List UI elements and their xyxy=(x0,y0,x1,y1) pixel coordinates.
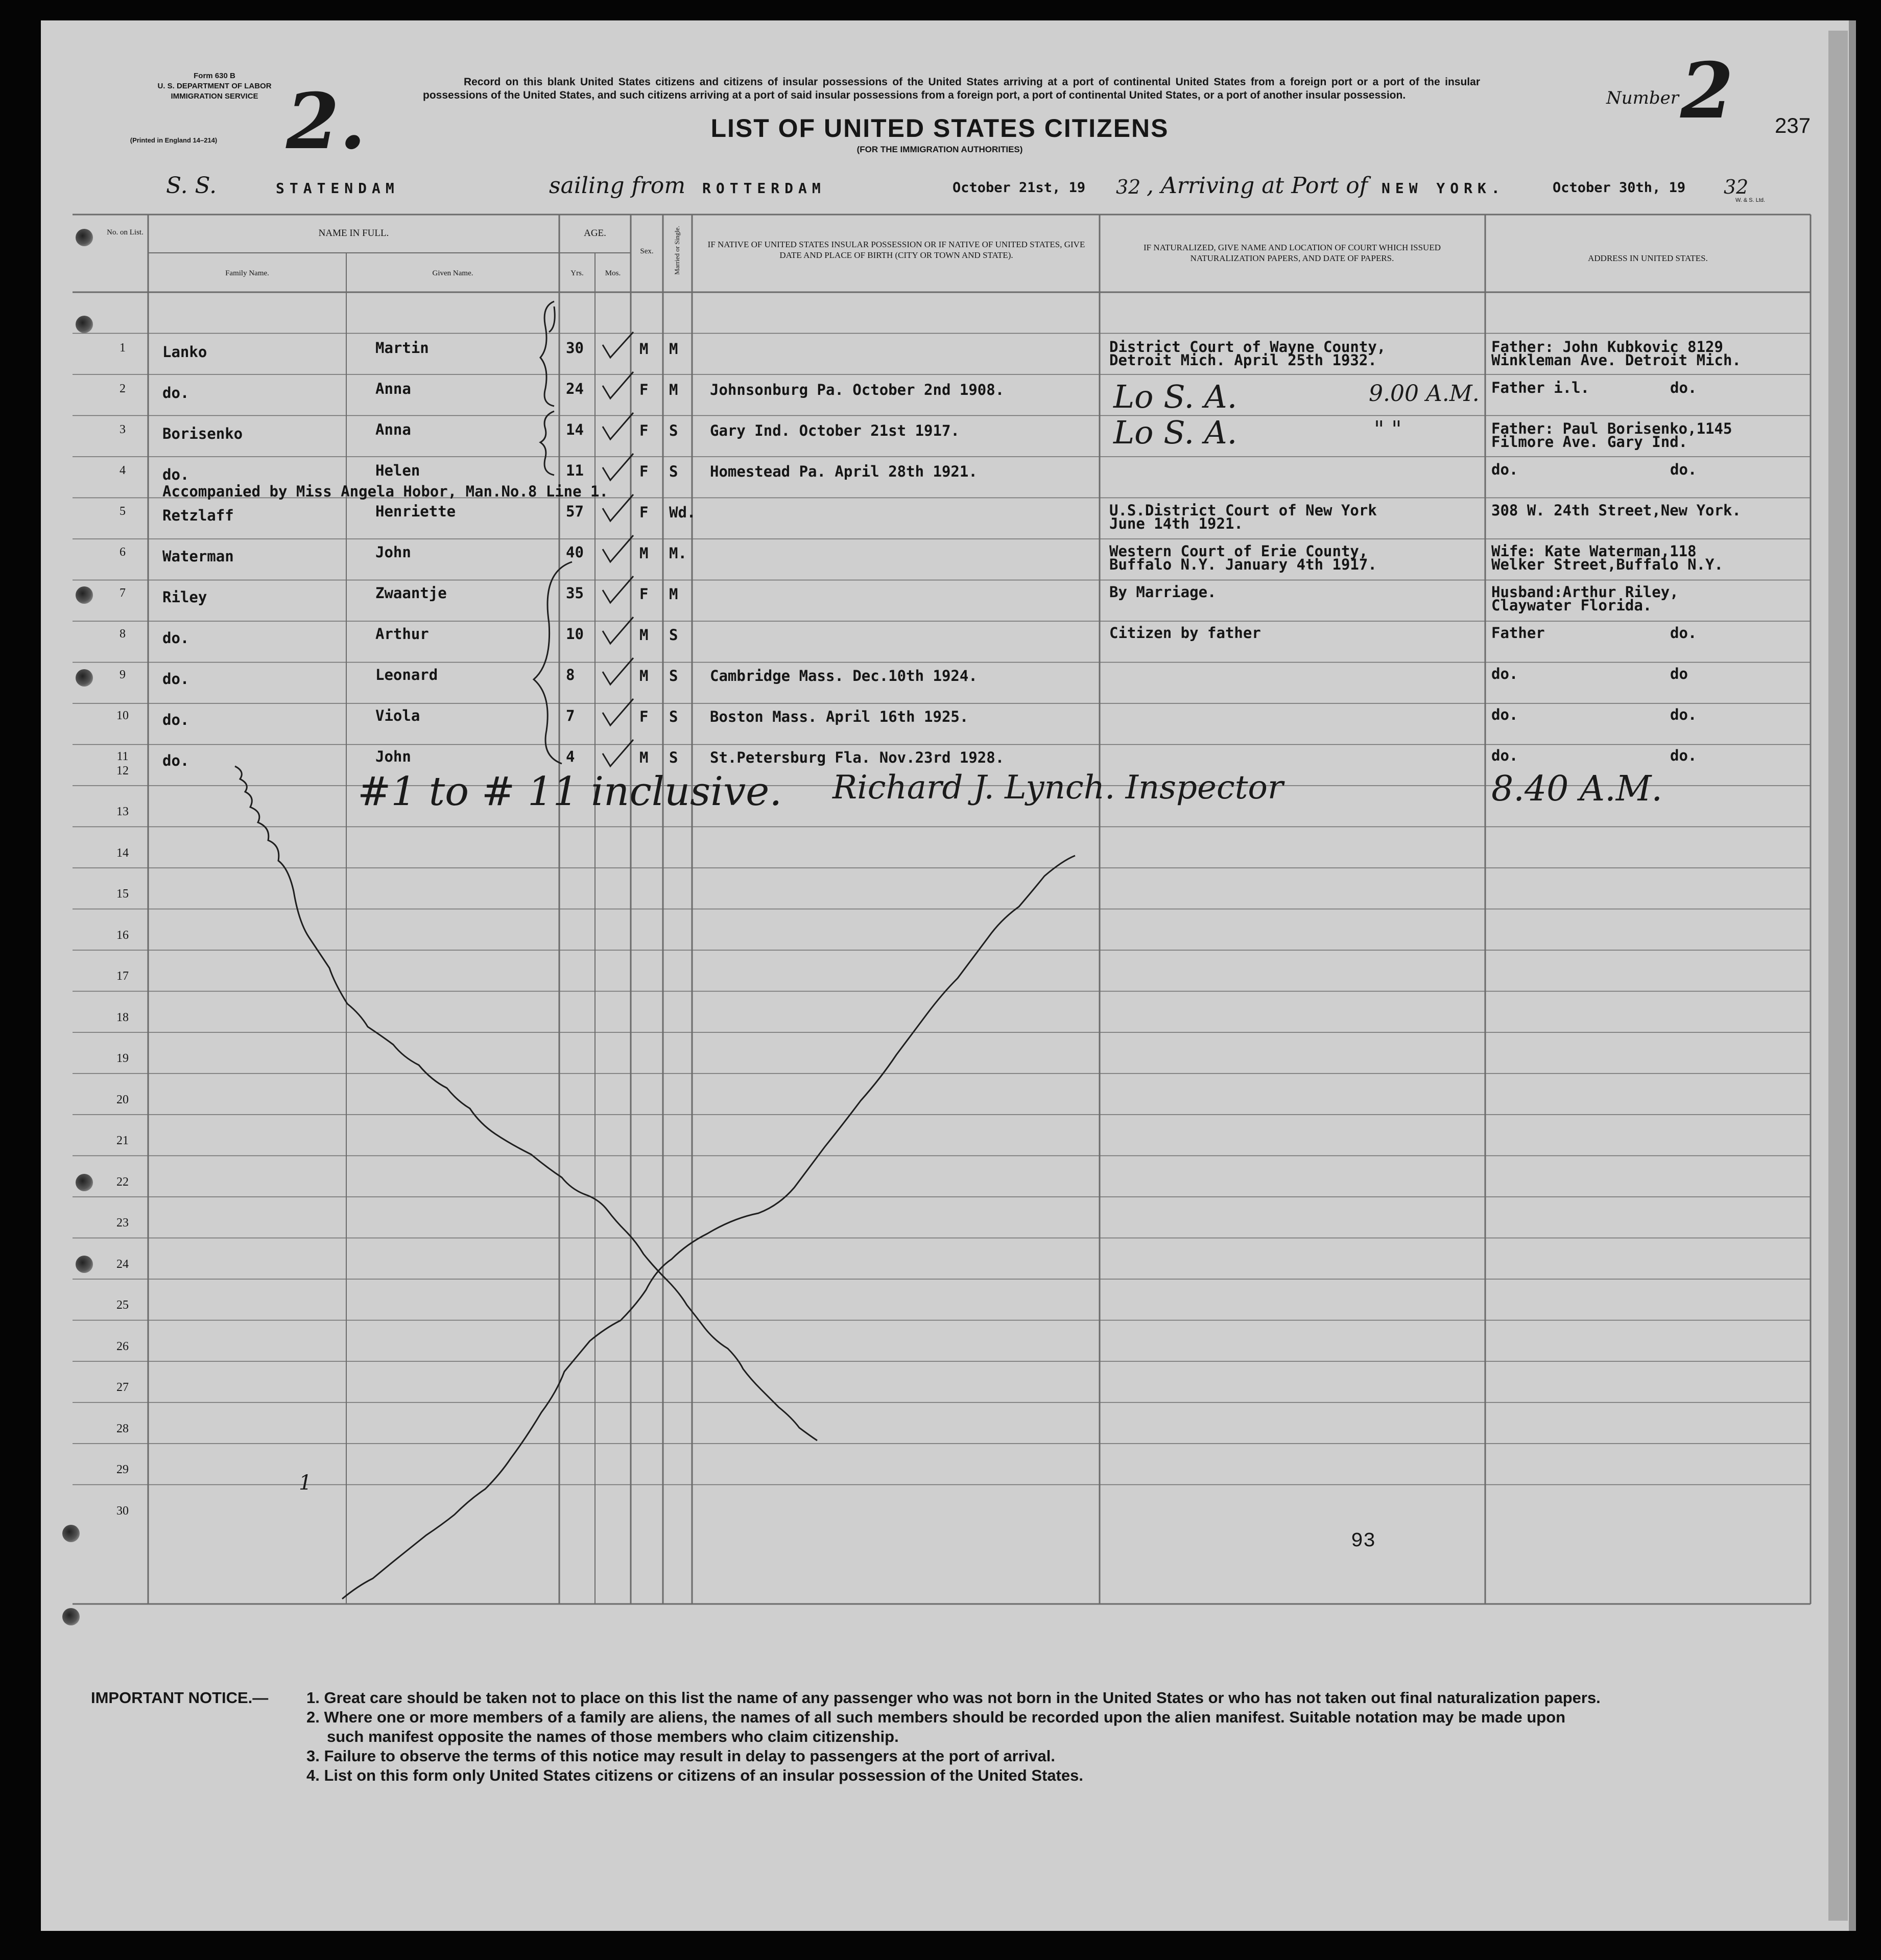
lso-stamp-2: Lo S. A. xyxy=(1113,414,1237,451)
address-ditto: do. xyxy=(1670,747,1697,764)
sex: F xyxy=(639,422,649,439)
checkmark-icon xyxy=(603,658,633,684)
row-number: 6 xyxy=(120,546,126,559)
tick-mark: 1 xyxy=(299,1471,312,1495)
address: Husband:Arthur Riley, xyxy=(1491,583,1679,601)
page-title: LIST OF UNITED STATES CITIZENS xyxy=(710,114,1169,143)
departure-year: 32 xyxy=(1116,176,1141,198)
given-name: Zwaantje xyxy=(375,584,447,602)
row-number: 7 xyxy=(120,586,126,600)
row-number: 13 xyxy=(116,805,129,818)
notice-item-2-cont: such manifest opposite the names of those members who claim citizenship. xyxy=(327,1728,899,1745)
row-number: 22 xyxy=(116,1175,129,1189)
address-ditto: do. xyxy=(1670,379,1697,396)
inclusive-note: #1 to # 11 inclusive. xyxy=(358,769,782,815)
age-years: 8 xyxy=(566,666,575,683)
row-number: 16 xyxy=(116,928,129,942)
sex: M xyxy=(639,749,649,766)
given-name: Anna xyxy=(375,380,411,397)
notice-item-2: 2. Where one or more members of a family are aliens, the names of all such members should be recorded upon the alien manifest. Suitable notation may be made upon xyxy=(306,1708,1566,1726)
marital-status: S xyxy=(669,422,678,439)
checkmark-icon xyxy=(603,454,633,480)
family-name: do. xyxy=(162,752,189,769)
address-line-2: Filmore Ave. Gary Ind. xyxy=(1491,433,1688,451)
col-name-header: NAME IN FULL. xyxy=(318,228,389,239)
address-ditto: do. xyxy=(1670,624,1697,642)
row-number: 1 xyxy=(120,341,126,355)
ss-label: S. S. xyxy=(166,173,217,199)
marital-status: M. xyxy=(669,545,687,562)
naturalization-date: June 14th 1921. xyxy=(1109,515,1243,532)
family-name: do. xyxy=(162,711,189,728)
brace-mark xyxy=(540,411,554,475)
row-number: 12 xyxy=(116,764,129,777)
row-number: 25 xyxy=(116,1298,129,1312)
sex: M xyxy=(639,340,649,358)
age-years: 14 xyxy=(566,421,584,438)
notice-item-3: 3. Failure to observe the terms of this notice may result in delay to passengers at the port of arrival. xyxy=(306,1747,1056,1765)
col-number-header: No. on List. xyxy=(107,228,144,237)
address: Father i.l. xyxy=(1491,379,1590,396)
address: Father: John Kubkovic 8129 xyxy=(1491,338,1723,356)
marital-status: S xyxy=(669,463,678,480)
checkmark-icon xyxy=(603,576,633,603)
age-years: 57 xyxy=(566,503,584,520)
address-ditto: do. xyxy=(1670,706,1697,723)
address-ditto: do. xyxy=(1670,461,1697,478)
marital-status: Wd. xyxy=(669,504,696,521)
notice-label: IMPORTANT NOTICE.— xyxy=(91,1689,269,1707)
col-family-header: Family Name. xyxy=(225,269,269,277)
address: Wife: Kate Waterman,118 xyxy=(1491,542,1697,560)
row-number: 5 xyxy=(120,505,126,518)
row-number: 18 xyxy=(116,1010,129,1024)
checkmark-icon xyxy=(603,413,633,439)
checkmark-icon xyxy=(603,699,633,725)
family-name: Lanko xyxy=(162,343,207,361)
row-number: 11 xyxy=(116,750,129,763)
address: do. xyxy=(1491,665,1518,682)
marital-status: S xyxy=(669,749,678,766)
age-years: 24 xyxy=(566,380,584,397)
family-name: do. xyxy=(162,384,189,402)
row-number: 4 xyxy=(120,464,126,477)
marital-status: S xyxy=(669,708,678,725)
row-number: 27 xyxy=(116,1381,129,1394)
col-address-header: ADDRESS IN UNITED STATES. xyxy=(1588,253,1708,263)
cancel-line xyxy=(342,856,1075,1599)
brace-mark xyxy=(534,562,572,764)
given-name: Helen xyxy=(375,462,420,479)
page-subtitle: (FOR THE IMMIGRATION AUTHORITIES) xyxy=(856,145,1023,154)
age-years: 40 xyxy=(566,544,584,561)
lso-time-1: 9.00 A.M. xyxy=(1369,381,1480,407)
row-number: 21 xyxy=(116,1134,129,1147)
sex: M xyxy=(639,545,649,562)
sailing-label: sailing from xyxy=(549,173,686,199)
row-number: 29 xyxy=(116,1463,129,1476)
naturalization-court: Western Court of Erie County, xyxy=(1109,542,1368,560)
age-years: 30 xyxy=(566,339,584,357)
naturalization-date: Detroit Mich. April 25th 1932. xyxy=(1109,351,1377,369)
col-sex-header: Sex. xyxy=(640,247,654,255)
row-number: 26 xyxy=(116,1339,129,1353)
family-name: Riley xyxy=(162,588,207,606)
row-number: 28 xyxy=(116,1422,129,1435)
family-name: do. xyxy=(162,670,189,688)
address-line-2: Welker Street,Buffalo N.Y. xyxy=(1491,556,1723,573)
col-yrs-header: Yrs. xyxy=(570,269,584,277)
sex: F xyxy=(639,504,649,521)
arrival-port: NEW YORK. xyxy=(1382,180,1505,197)
cancel-line xyxy=(235,766,817,1441)
row-number: 23 xyxy=(116,1216,129,1230)
given-name: John xyxy=(375,544,411,561)
accompanied-note: Accompanied by Miss Angela Hobor, Man.No.8 Line 1. xyxy=(162,483,608,500)
given-name: Viola xyxy=(375,707,420,724)
col-given-header: Given Name. xyxy=(432,269,473,277)
notice-item-4: 4. List on this form only United States citizens or citizens of an insular possession of the United States. xyxy=(306,1766,1083,1784)
row-number: 14 xyxy=(116,846,129,860)
arrival-year: 32 xyxy=(1724,176,1749,198)
col-native-header: IF NATIVE OF UNITED STATES INSULAR POSSESSION OR IF NATIVE OF UNITED STATES, GIVE DATE AND PLACE OF BIRTH (CITY OR TOWN AND STATE). xyxy=(707,240,1085,260)
given-name: Henriette xyxy=(375,503,456,520)
given-name: Leonard xyxy=(375,666,438,683)
address: do. xyxy=(1491,747,1518,764)
sex: F xyxy=(639,463,649,480)
printed-note: (Printed in England 14–214) xyxy=(130,136,218,144)
family-name: do. xyxy=(162,466,189,483)
service-name: IMMIGRATION SERVICE xyxy=(171,92,258,101)
brace-mark xyxy=(549,306,555,332)
stamp-number: 93 xyxy=(1351,1530,1376,1553)
lso-time-2: " " xyxy=(1374,416,1402,442)
naturalization-court: U.S.District Court of New York xyxy=(1109,502,1377,519)
family-name: Waterman xyxy=(162,548,234,565)
checkmark-icon xyxy=(603,372,633,398)
birth-place-date: Cambridge Mass. Dec.10th 1924. xyxy=(710,667,978,684)
marital-status: S xyxy=(669,667,678,684)
checkmark-icon xyxy=(603,332,633,358)
age-years: 7 xyxy=(566,707,575,724)
row-number: 19 xyxy=(116,1052,129,1065)
given-name: John xyxy=(375,748,411,765)
instructions-text: Record on this blank United States citizens and citizens of insular possessions of the United States arriving at a port of continental United States from a foreign port or a port of the insular possessions of the United States, and such citizens arriving at a port of said insular possessions from a foreign port, a port of continental United States, or a port of another insular possession. xyxy=(423,76,1480,101)
naturalization-court: Citizen by father xyxy=(1109,624,1261,642)
family-name: Borisenko xyxy=(162,425,243,442)
birth-place-date: St.Petersburg Fla. Nov.23rd 1928. xyxy=(710,749,1005,766)
marital-status: M xyxy=(669,585,678,603)
naturalization-court: District Court of Wayne County, xyxy=(1109,338,1386,356)
arrival-date: October 30th, 19 xyxy=(1553,180,1686,196)
address: do. xyxy=(1491,706,1518,723)
marital-status: M xyxy=(669,381,678,398)
address-ditto: do xyxy=(1670,665,1688,682)
sex: M xyxy=(639,667,649,684)
checkmark-icon xyxy=(603,494,633,521)
notice-item-1: 1. Great care should be taken not to place on this list the name of any passenger who was not born in the United States or who has not taken out final naturalization papers. xyxy=(306,1689,1601,1707)
address: do. xyxy=(1491,461,1518,478)
age-years: 4 xyxy=(566,748,575,765)
address: 308 W. 24th Street,New York. xyxy=(1491,502,1741,519)
naturalization-date: Buffalo N.Y. January 4th 1917. xyxy=(1109,556,1377,573)
marital-status: M xyxy=(669,340,678,358)
birth-place-date: Homestead Pa. April 28th 1921. xyxy=(710,463,978,480)
checkmark-icon xyxy=(603,617,633,644)
sex: F xyxy=(639,585,649,603)
sex: F xyxy=(639,708,649,725)
family-name: Retzlaff xyxy=(162,507,234,524)
age-years: 10 xyxy=(566,625,584,643)
row-number: 24 xyxy=(116,1257,129,1271)
row-number: 2 xyxy=(120,382,126,395)
checkmark-icon xyxy=(603,535,633,562)
page-number: 237 xyxy=(1775,113,1811,137)
sex: M xyxy=(639,626,649,644)
given-name: Arthur xyxy=(375,625,429,643)
row-number: 9 xyxy=(120,668,126,681)
sex: F xyxy=(639,381,649,398)
given-name: Martin xyxy=(375,339,429,357)
marital-status: S xyxy=(669,626,678,644)
brace-mark xyxy=(540,301,554,406)
row-number: 17 xyxy=(116,970,129,983)
birth-place-date: Gary Ind. October 21st 1917. xyxy=(710,422,960,439)
number-label: Number xyxy=(1606,88,1679,108)
handwritten-list-number: 2. xyxy=(286,77,366,167)
departure-port: ROTTERDAM xyxy=(702,180,826,197)
row-number: 15 xyxy=(116,887,129,901)
departure-date: October 21st, 19 xyxy=(953,180,1086,196)
row-number: 20 xyxy=(116,1093,129,1106)
inspection-time: 8.40 A.M. xyxy=(1491,769,1662,809)
row-number: 8 xyxy=(120,627,126,641)
checkmark-icon xyxy=(603,740,633,766)
lso-stamp-1: Lo S. A. xyxy=(1113,378,1237,415)
col-married-header: Married or Single. xyxy=(673,226,681,275)
inspector-signature: Richard J. Lynch. Inspector xyxy=(832,769,1283,807)
row-number: 10 xyxy=(116,709,129,722)
ship-name: STATENDAM xyxy=(276,180,399,197)
address-line-2: Claywater Florida. xyxy=(1491,597,1652,614)
arriving-label: , Arriving at Port of xyxy=(1147,173,1368,199)
family-name: do. xyxy=(162,629,189,647)
col-mos-header: Mos. xyxy=(605,269,621,277)
address: Father: Paul Borisenko,1145 xyxy=(1491,420,1732,437)
row-number: 30 xyxy=(116,1504,129,1518)
age-years: 11 xyxy=(566,462,584,479)
given-name: Anna xyxy=(375,421,411,438)
form-number: Form 630 B xyxy=(194,72,235,80)
age-years: 35 xyxy=(566,584,584,602)
department-name: U. S. DEPARTMENT OF LABOR xyxy=(157,82,272,90)
naturalization-court: By Marriage. xyxy=(1109,583,1217,601)
birth-place-date: Boston Mass. April 16th 1925. xyxy=(710,708,969,725)
printer-mark: W. & S. Ltd. xyxy=(1735,197,1766,203)
row-number: 3 xyxy=(120,423,126,436)
birth-place-date: Johnsonburg Pa. October 2nd 1908. xyxy=(710,381,1005,398)
address: Father xyxy=(1491,624,1545,642)
address-line-2: Winkleman Ave. Detroit Mich. xyxy=(1491,351,1741,369)
col-age-header: AGE. xyxy=(584,228,606,239)
col-naturalized-header: IF NATURALIZED, GIVE NAME AND LOCATION OF COURT WHICH ISSUED NATURALIZATION PAPERS, AND DATE OF PAPERS. xyxy=(1143,243,1441,263)
number-value: 2 xyxy=(1680,46,1734,136)
